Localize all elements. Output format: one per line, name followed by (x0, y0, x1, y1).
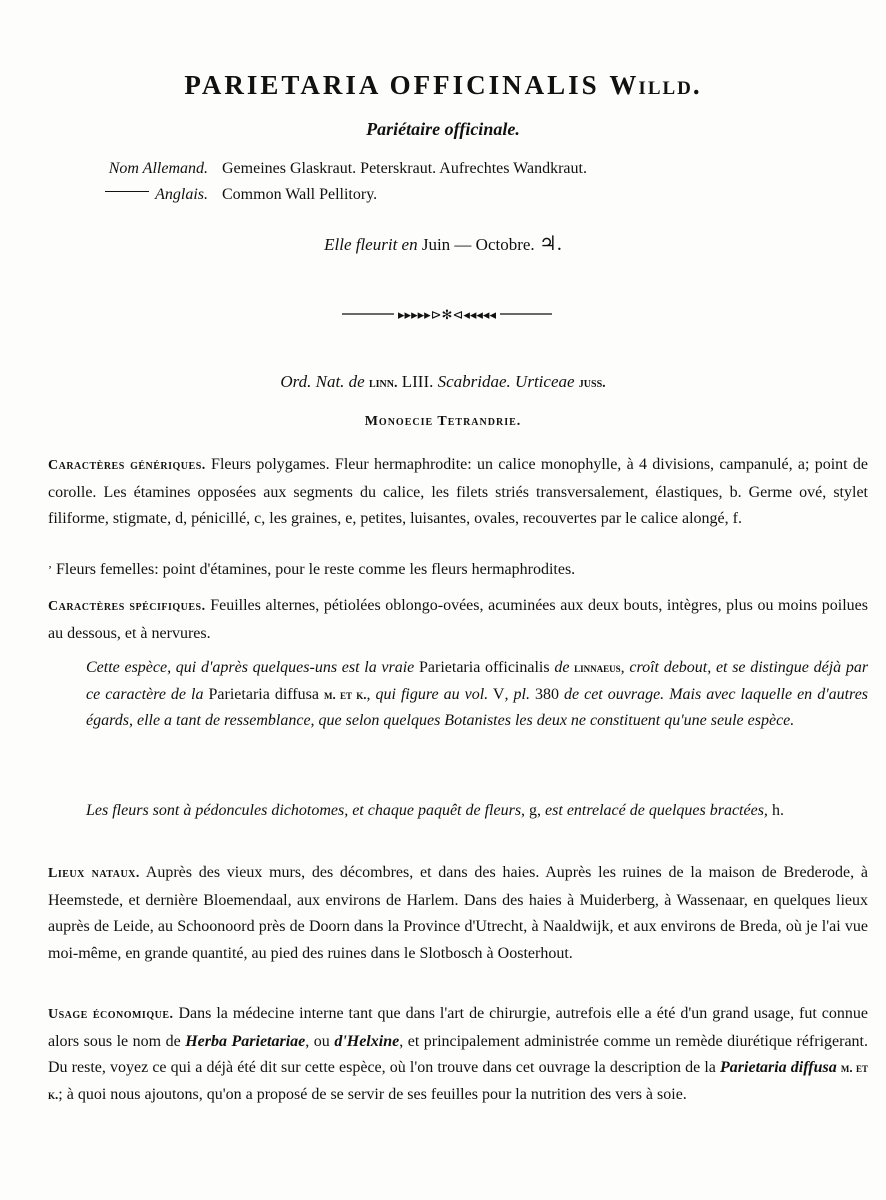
flowering-prefix: Elle fleurit en (324, 235, 418, 254)
section-heading: Caractères génériques. (48, 458, 206, 473)
section-text: Fleurs polygames. Fleur hermaphrodite: un calice monophylle, à 4 divisions, campanulé, a; point de corolle. Les étamines opposées aux segments du calice, les filets striés transversalement, élastiques, b. Germe ové, stylet filiforme, stigmate, d, pénicillé, c, les graines, e, petites, luisantes, ovales, recouvertes par le calice alongé, f. (48, 456, 868, 527)
perennial-symbol: ♃. (538, 233, 562, 255)
common-names (52, 160, 587, 212)
female-flowers: ʼ Fleurs femelles: point d'étamines, pour le reste comme les fleurs hermaphrodites. (48, 561, 576, 578)
title-species: PARIETARIA OFFICINALIS (184, 70, 600, 100)
specific-characters (48, 593, 868, 647)
ornament-divider (342, 304, 552, 324)
name-label: Nom Allemand. (108, 160, 208, 177)
flowering-months: Juin — Octobre. (421, 235, 535, 254)
ditto-dash (105, 191, 149, 192)
section-text: Feuilles alternes, pétiolées oblongo-ovées, acuminées aux deux bouts, intègres, plus ou moins poilues au dessous, et à nervures. (48, 597, 869, 642)
name-value: Gemeines Glaskraut. Peterskraut. Aufrechtes Wandkraut. (222, 160, 587, 177)
note-species: Cette espèce, qui d'après quelques-uns est la vraie Parietaria officinalis de linnaeus, croît debout, et se distingue déjà par ce caractère de la Parietaria diffusa m. et k., qui figure au vol. V, pl. 380 de cet ouvrage. Mais avec laquelle en d'autres égards, elle a tant de ressemblance, que selon quelques Botanistes les deux ne constituent qu'une seule espèce. (86, 659, 869, 729)
page-title (0, 70, 886, 101)
generic-characters (48, 452, 868, 533)
name-row-german (52, 160, 587, 186)
linnaean-class: Monoecie Tetrandrie. (364, 414, 522, 429)
french-name: Pariétaire officinale. (366, 119, 520, 139)
name-row-english (52, 186, 587, 212)
flowering-period (0, 231, 886, 256)
habitat (48, 860, 868, 967)
title-author: Willd. (609, 70, 702, 100)
natural-order: Ord. Nat. de linn. LIII. Scabridae. Urticeae juss. (280, 372, 606, 391)
name-value: Common Wall Pellitory. (222, 186, 378, 203)
section-heading: Caractères spécifiques. (48, 599, 206, 614)
section-text: Auprès des vieux murs, des décombres, et dans des haies. Auprès les ruines de la maison de Brederode, à Heemstede, et dernière Bloemendaal, aux environs de Harlem. Dans des haies à Muiderberg, à Wassenaar, en quelques lieux auprès de Leide, au Schoonoord près de Doorn dans la Province d'Utrecht, à Naaldwijk, et aux environs de Breda, où je l'ai vue moi-même, en grande quantité, au pied des ruines dans le Slotbosch à Oosterhout. (48, 864, 868, 962)
svg-text:▸▸▸▸▸⊳✻⊲◂◂◂◂◂: ▸▸▸▸▸⊳✻⊲◂◂◂◂◂ (398, 308, 496, 323)
note-flowers: Les fleurs sont à pédoncules dichotomes, et chaque paquêt de fleurs, g, est entrelacé de quelques bractées, h. (86, 802, 784, 819)
name-label: Anglais. (155, 186, 208, 203)
economic-use: Usage économique. Dans la médecine interne tant que dans l'art de chirurgie, autrefois elle a été d'un grand usage, fut connue alors sous le nom de Herba Parietariae, ou d'Helxine, et principalement administrée comme un remède diurétique réfrigerant. Du reste, voyez ce qui a déjà été dit sur cette espèce, où l'on trouve dans cet ouvrage la description de la Parietaria diffusa m. et k.; à quoi nous ajoutons, qu'on a proposé de se servir de ses feuilles pour la nutrition des vers à soie. (48, 1005, 869, 1103)
section-heading: Usage économique. (48, 1007, 174, 1022)
section-heading: Lieux nataux. (48, 866, 140, 881)
